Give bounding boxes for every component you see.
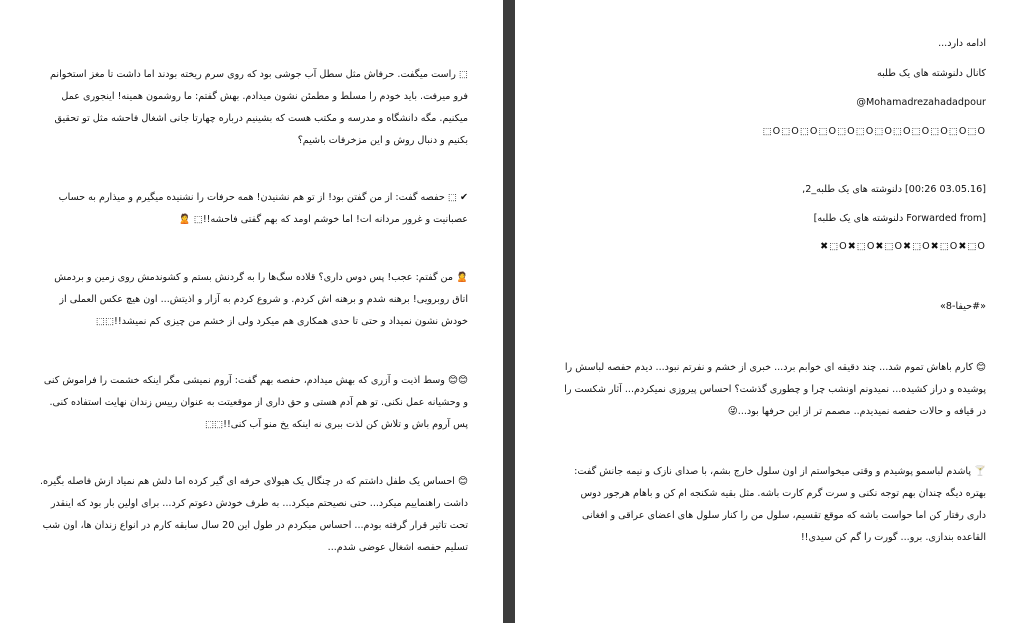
paragraph: 😊😊 وسط اذیت و آزری که بهش میدادم، حفصه بهم گفت: آروم نمیشی مگر اینکه خشمت را فراموش کنی و وحشیانه عمل نکنی. تو هم آدم هستی و حق داری از موقعیتت به عنوان رییس زندان نهایت استفاده کنی. پس آروم باش و تلاش کن لذت ببری نه اینکه یخ منو آب کنی!!⬚⬚: [43, 375, 468, 430]
message-timestamp: [03.05.16 00:26] دلنوشته های یک طلبه_2,: [802, 184, 986, 195]
left-page: [0, 0, 503, 623]
separator: ✖⬚O✖⬚O✖⬚O✖⬚O✖⬚O✖⬚O: [820, 241, 986, 252]
paragraph: 😊 کارم باهاش تموم شد... چند دقیقه ای خوابم برد... خبری از خشم و نفرتم نبود... دیدم حفصه لباسش را پوشیده و دراز کشیده... نمیدونم اونشب چرا و چطوری گذشت؟ احساس پیروزی نمیکردم... آثار شکست را در قیافه و حالات حفصه نمیدیدم.. مصمم تر از این حرفها بود...😜: [564, 362, 986, 417]
separator: ⬚O⬚O⬚O⬚O⬚O⬚O⬚O⬚O⬚O⬚O⬚O⬚O: [762, 126, 986, 137]
continued-note: ادامه دارد...: [938, 38, 986, 49]
paragraph: 😊 احساس یک طفل داشتم که در چنگال یک هیولای حرفه ای گیر کرده اما دلش هم نمیاد ازش فاصله بگیره. داشت راهنماییم میکرد... حتی نصیحتم میکرد... به طرف خودش دعوتم کرد... برای اولین بار بود که اینقدر تحت تاثیر قرار گرفته بودم... احساس میکردم در طول این 20 سال سابقه کارم در انواع زندان ها، اون شب تسلیم حفصه اشغال عوضی شدم...: [40, 476, 468, 553]
right-page: [515, 0, 1024, 623]
paragraph: 🙎 من گفتم: عجب! پس دوس داری؟ قلاده سگ‌ها را به گردنش بستم و کشوندمش روی زمین و بردمش اتاق روبرویی! برهنه شدم و برهنه اش کردم. و شروع کردم به آزار و اذیتش... اون هیچ عکس العملی از خودش نشون نمیداد و حتی تا حدی همکاری هم میکرد ولی از خشم من چیزی کم نمیشد!!⬚⬚: [54, 272, 468, 327]
paragraph: 🍸 پاشدم لباسمو پوشیدم و وقتی میخواستم از اون سلول خارج بشم، با صدای نازک و نیمه جانش گفت: بهتره دیگه چندان بهم توجه نکنی و سرت گرم کارت باشه. مثل بقیه شکنجه ام کن و باهام هرجور دوس داری رفتار کن اما حواست باشه که موقع تقسیم، سلول من را کنار سلول های اعضای عراقی و افغانی القاعده بندازی. برو... گورت را گم کن سیدی!!: [574, 466, 986, 543]
page-gutter: [503, 0, 515, 623]
forwarded-from: [Forwarded from دلنوشته های یک طلبه]: [813, 213, 986, 224]
paragraph: ⬚ راست میگفت. حرفاش مثل سطل آب جوشی بود که روی سرم ریخته بودند اما داشت تا مغز استخوانم فرو میرفت. باید خودم را مسلط و مطمئن نشون میدادم. بهش گفتم: ما روشمون همینه! اینجوری عمل میکنیم. مگه دانشگاه و مدرسه و مکتب هست که بشینیم درباره چهارتا جانی اشغال فاحشه مثل تو تحقیق بکنیم و دنبال روش و این مزخرفات باشیم؟: [50, 69, 468, 146]
channel-name: کانال دلنوشته های یک طلبه: [877, 68, 986, 79]
hashtag: «#حیفا-8»: [940, 301, 986, 312]
channel-handle: @Mohamadrezahadadpour: [856, 97, 986, 108]
paragraph: ✔ ⬚ حفصه گفت: از من گفتن بود! از تو هم نشنیدن! همه حرفات را نشنیده میگیرم و میذارم به حساب عصبانیت و غرور مردانه ات! اما خوشم اومد که بهم گفتی فاحشه!!⬚ 🙎: [58, 192, 468, 225]
